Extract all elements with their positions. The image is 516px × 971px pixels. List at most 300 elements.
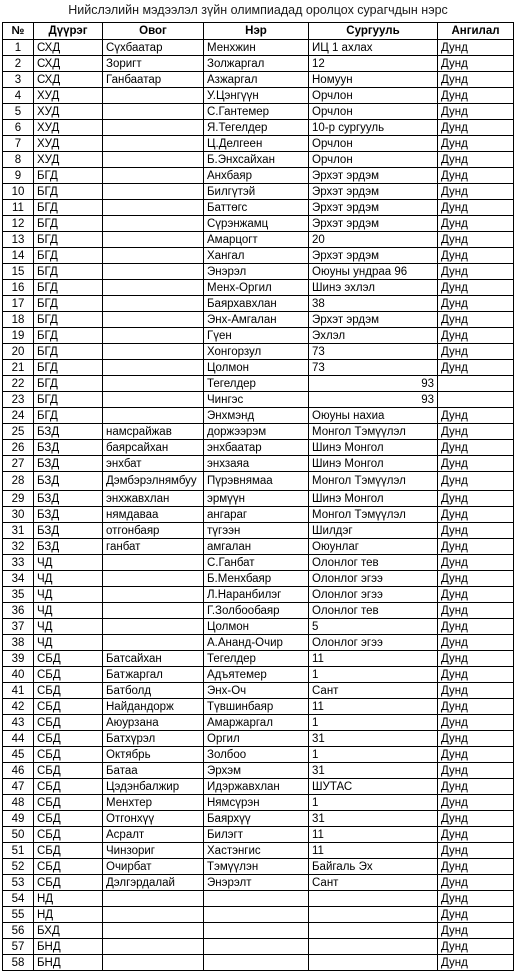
category-cell[interactable]: Дунд (438, 328, 514, 344)
surname-cell[interactable] (103, 635, 204, 651)
district-cell[interactable]: БГД (34, 408, 103, 424)
surname-cell[interactable] (103, 891, 204, 907)
district-cell[interactable]: ЧД (34, 635, 103, 651)
surname-cell[interactable] (103, 264, 204, 280)
category-cell[interactable]: Дунд (438, 843, 514, 859)
surname-cell[interactable] (103, 280, 204, 296)
row-number-cell[interactable]: 5 (3, 104, 34, 120)
district-cell[interactable]: ХУД (34, 120, 103, 136)
school-cell[interactable]: Эрхэт эрдэм (309, 312, 438, 328)
category-cell[interactable] (438, 376, 514, 392)
surname-cell[interactable] (103, 907, 204, 923)
school-cell[interactable]: 73 (309, 344, 438, 360)
category-cell[interactable]: Дунд (438, 168, 514, 184)
school-cell[interactable]: 5 (309, 619, 438, 635)
surname-cell[interactable]: Октябрь (103, 747, 204, 763)
surname-cell[interactable]: Найдандорж (103, 699, 204, 715)
row-number-cell[interactable]: 55 (3, 907, 34, 923)
name-cell[interactable]: энхбаатар (204, 440, 309, 456)
header-name[interactable]: Нэр (204, 23, 309, 40)
row-number-cell[interactable]: 2 (3, 56, 34, 72)
surname-cell[interactable]: Асралт (103, 827, 204, 843)
district-cell[interactable]: СБД (34, 875, 103, 891)
district-cell[interactable]: БЗД (34, 456, 103, 472)
school-cell[interactable]: 11 (309, 827, 438, 843)
row-number-cell[interactable]: 24 (3, 408, 34, 424)
row-number-cell[interactable]: 38 (3, 635, 34, 651)
district-cell[interactable]: БГД (34, 232, 103, 248)
name-cell[interactable] (204, 939, 309, 955)
name-cell[interactable]: эрмүүн (204, 491, 309, 507)
surname-cell[interactable] (103, 587, 204, 603)
district-cell[interactable]: БГД (34, 392, 103, 408)
surname-cell[interactable]: Батаа (103, 763, 204, 779)
row-number-cell[interactable]: 41 (3, 683, 34, 699)
row-number-cell[interactable]: 22 (3, 376, 34, 392)
name-cell[interactable]: Пүрэвнямаа (204, 472, 309, 491)
name-cell[interactable]: түгээн (204, 523, 309, 539)
row-number-cell[interactable]: 48 (3, 795, 34, 811)
name-cell[interactable]: Л.Наранбилэг (204, 587, 309, 603)
school-cell[interactable]: Монгол Тэмүүлэл (309, 424, 438, 440)
row-number-cell[interactable]: 17 (3, 296, 34, 312)
district-cell[interactable]: ЧД (34, 619, 103, 635)
row-number-cell[interactable]: 54 (3, 891, 34, 907)
name-cell[interactable]: Энх-Амгалан (204, 312, 309, 328)
school-cell[interactable]: Оюунлаг (309, 539, 438, 555)
district-cell[interactable]: БГД (34, 376, 103, 392)
category-cell[interactable]: Дунд (438, 523, 514, 539)
school-cell[interactable]: 1 (309, 715, 438, 731)
row-number-cell[interactable]: 13 (3, 232, 34, 248)
header-no[interactable]: № (3, 23, 34, 40)
district-cell[interactable]: БГД (34, 168, 103, 184)
district-cell[interactable]: БЗД (34, 507, 103, 523)
category-cell[interactable]: Дунд (438, 587, 514, 603)
category-cell[interactable]: Дунд (438, 731, 514, 747)
name-cell[interactable]: Билэгт (204, 827, 309, 843)
surname-cell[interactable] (103, 88, 204, 104)
surname-cell[interactable]: энхбат (103, 456, 204, 472)
district-cell[interactable]: СБД (34, 715, 103, 731)
row-number-cell[interactable]: 47 (3, 779, 34, 795)
row-number-cell[interactable]: 16 (3, 280, 34, 296)
surname-cell[interactable]: Дэлгэрдалай (103, 875, 204, 891)
district-cell[interactable]: БХД (34, 923, 103, 939)
row-number-cell[interactable]: 51 (3, 843, 34, 859)
name-cell[interactable]: Энэрэлт (204, 875, 309, 891)
category-cell[interactable]: Дунд (438, 827, 514, 843)
name-cell[interactable]: Г.Золбообаяр (204, 603, 309, 619)
district-cell[interactable]: СБД (34, 763, 103, 779)
surname-cell[interactable] (103, 923, 204, 939)
district-cell[interactable]: БГД (34, 360, 103, 376)
name-cell[interactable]: энхзаяа (204, 456, 309, 472)
name-cell[interactable]: Золбоо (204, 747, 309, 763)
school-cell[interactable]: Орчлон (309, 104, 438, 120)
surname-cell[interactable]: намсрайжав (103, 424, 204, 440)
category-cell[interactable]: Дунд (438, 747, 514, 763)
name-cell[interactable]: Амарцогт (204, 232, 309, 248)
school-cell[interactable]: 12 (309, 56, 438, 72)
category-cell[interactable]: Дунд (438, 571, 514, 587)
district-cell[interactable]: СБД (34, 859, 103, 875)
header-surname[interactable]: Овог (103, 23, 204, 40)
district-cell[interactable]: ХУД (34, 136, 103, 152)
row-number-cell[interactable]: 49 (3, 811, 34, 827)
school-cell[interactable]: 11 (309, 843, 438, 859)
category-cell[interactable]: Дунд (438, 635, 514, 651)
district-cell[interactable]: БГД (34, 264, 103, 280)
category-cell[interactable]: Дунд (438, 280, 514, 296)
category-cell[interactable]: Дунд (438, 344, 514, 360)
name-cell[interactable]: Б.Энхсайхан (204, 152, 309, 168)
category-cell[interactable]: Дунд (438, 907, 514, 923)
school-cell[interactable]: Номуун (309, 72, 438, 88)
category-cell[interactable]: Дунд (438, 152, 514, 168)
row-number-cell[interactable]: 58 (3, 955, 34, 971)
district-cell[interactable]: БГД (34, 216, 103, 232)
school-cell[interactable]: 93 (309, 392, 438, 408)
surname-cell[interactable]: Аюурзана (103, 715, 204, 731)
row-number-cell[interactable]: 50 (3, 827, 34, 843)
school-cell[interactable]: Эрхэт эрдэм (309, 184, 438, 200)
name-cell[interactable]: А.Ананд-Очир (204, 635, 309, 651)
surname-cell[interactable]: Батхүрэл (103, 731, 204, 747)
district-cell[interactable]: СХД (34, 56, 103, 72)
surname-cell[interactable]: Зоригт (103, 56, 204, 72)
name-cell[interactable] (204, 891, 309, 907)
surname-cell[interactable] (103, 360, 204, 376)
school-cell[interactable]: Олонлог эгээ (309, 571, 438, 587)
category-cell[interactable]: Дунд (438, 667, 514, 683)
name-cell[interactable]: Энэрэл (204, 264, 309, 280)
surname-cell[interactable]: Дэмбэрэлнямбуу (103, 472, 204, 491)
school-cell[interactable]: Орчлон (309, 152, 438, 168)
category-cell[interactable]: Дунд (438, 440, 514, 456)
surname-cell[interactable]: Менхтер (103, 795, 204, 811)
district-cell[interactable]: БЗД (34, 424, 103, 440)
school-cell[interactable]: Оюуны ундраа 96 (309, 264, 438, 280)
district-cell[interactable]: СБД (34, 683, 103, 699)
district-cell[interactable]: БЗД (34, 539, 103, 555)
surname-cell[interactable]: отгонбаяр (103, 523, 204, 539)
district-cell[interactable]: БНД (34, 939, 103, 955)
school-cell[interactable]: Орчлон (309, 136, 438, 152)
category-cell[interactable]: Дунд (438, 72, 514, 88)
row-number-cell[interactable]: 27 (3, 456, 34, 472)
district-cell[interactable]: НД (34, 891, 103, 907)
surname-cell[interactable]: Цэдэнбалжир (103, 779, 204, 795)
name-cell[interactable]: Энхмэнд (204, 408, 309, 424)
surname-cell[interactable]: Батболд (103, 683, 204, 699)
category-cell[interactable]: Дунд (438, 619, 514, 635)
name-cell[interactable]: Гүен (204, 328, 309, 344)
school-cell[interactable]: Олонлог тев (309, 603, 438, 619)
name-cell[interactable]: Баттөгс (204, 200, 309, 216)
surname-cell[interactable] (103, 104, 204, 120)
row-number-cell[interactable]: 35 (3, 587, 34, 603)
name-cell[interactable]: Эрхэм (204, 763, 309, 779)
category-cell[interactable]: Дунд (438, 795, 514, 811)
surname-cell[interactable]: Батжаргал (103, 667, 204, 683)
category-cell[interactable]: Дунд (438, 248, 514, 264)
surname-cell[interactable]: Чинзориг (103, 843, 204, 859)
category-cell[interactable]: Дунд (438, 360, 514, 376)
category-cell[interactable]: Дунд (438, 715, 514, 731)
school-cell[interactable]: ИЦ 1 ахлах (309, 40, 438, 56)
surname-cell[interactable] (103, 408, 204, 424)
row-number-cell[interactable]: 39 (3, 651, 34, 667)
name-cell[interactable]: Нямсүрэн (204, 795, 309, 811)
name-cell[interactable]: Адъятемер (204, 667, 309, 683)
name-cell[interactable]: ангараг (204, 507, 309, 523)
school-cell[interactable]: Шилдэг (309, 523, 438, 539)
district-cell[interactable]: БГД (34, 344, 103, 360)
category-cell[interactable]: Дунд (438, 136, 514, 152)
school-cell[interactable]: Эрхэт эрдэм (309, 216, 438, 232)
category-cell[interactable]: Дунд (438, 491, 514, 507)
row-number-cell[interactable]: 29 (3, 491, 34, 507)
name-cell[interactable]: Тэмүүлэн (204, 859, 309, 875)
school-cell[interactable] (309, 939, 438, 955)
category-cell[interactable]: Дунд (438, 891, 514, 907)
district-cell[interactable]: БГД (34, 328, 103, 344)
surname-cell[interactable] (103, 571, 204, 587)
row-number-cell[interactable]: 10 (3, 184, 34, 200)
row-number-cell[interactable]: 4 (3, 88, 34, 104)
header-district[interactable]: Дүүрэг (34, 23, 103, 40)
district-cell[interactable]: СБД (34, 699, 103, 715)
school-cell[interactable]: 31 (309, 763, 438, 779)
surname-cell[interactable]: Отгонхүү (103, 811, 204, 827)
school-cell[interactable]: Байгаль Эх (309, 859, 438, 875)
category-cell[interactable]: Дунд (438, 699, 514, 715)
name-cell[interactable]: амгалан (204, 539, 309, 555)
school-cell[interactable]: Монгол Тэмүүлэл (309, 507, 438, 523)
school-cell[interactable]: 31 (309, 811, 438, 827)
school-cell[interactable]: Сант (309, 875, 438, 891)
row-number-cell[interactable]: 36 (3, 603, 34, 619)
category-cell[interactable]: Дунд (438, 763, 514, 779)
name-cell[interactable]: Амаржаргал (204, 715, 309, 731)
surname-cell[interactable]: энхжавхлан (103, 491, 204, 507)
name-cell[interactable]: Баярхүү (204, 811, 309, 827)
district-cell[interactable]: СБД (34, 667, 103, 683)
school-cell[interactable] (309, 923, 438, 939)
row-number-cell[interactable]: 53 (3, 875, 34, 891)
row-number-cell[interactable]: 30 (3, 507, 34, 523)
category-cell[interactable]: Дунд (438, 811, 514, 827)
surname-cell[interactable] (103, 136, 204, 152)
school-cell[interactable]: Эхлэл (309, 328, 438, 344)
surname-cell[interactable]: Ганбаатар (103, 72, 204, 88)
category-cell[interactable]: Дунд (438, 923, 514, 939)
category-cell[interactable]: Дунд (438, 555, 514, 571)
row-number-cell[interactable]: 33 (3, 555, 34, 571)
school-cell[interactable]: 1 (309, 747, 438, 763)
district-cell[interactable]: ХУД (34, 152, 103, 168)
district-cell[interactable]: ХУД (34, 104, 103, 120)
category-cell[interactable]: Дунд (438, 408, 514, 424)
name-cell[interactable] (204, 955, 309, 971)
name-cell[interactable]: Б.Менхбаяр (204, 571, 309, 587)
surname-cell[interactable]: ганбат (103, 539, 204, 555)
district-cell[interactable]: ЧД (34, 587, 103, 603)
surname-cell[interactable] (103, 312, 204, 328)
district-cell[interactable]: СБД (34, 827, 103, 843)
surname-cell[interactable] (103, 376, 204, 392)
name-cell[interactable]: Цолмон (204, 619, 309, 635)
school-cell[interactable]: Монгол Тэмүүлэл (309, 472, 438, 491)
school-cell[interactable]: Сант (309, 683, 438, 699)
category-cell[interactable]: Дунд (438, 939, 514, 955)
category-cell[interactable]: Дунд (438, 56, 514, 72)
district-cell[interactable]: СХД (34, 72, 103, 88)
school-cell[interactable]: Эрхэт эрдэм (309, 200, 438, 216)
district-cell[interactable]: БЗД (34, 440, 103, 456)
category-cell[interactable]: Дунд (438, 507, 514, 523)
surname-cell[interactable] (103, 200, 204, 216)
row-number-cell[interactable]: 21 (3, 360, 34, 376)
school-cell[interactable]: Олонлог эгээ (309, 635, 438, 651)
category-cell[interactable]: Дунд (438, 683, 514, 699)
category-cell[interactable]: Дунд (438, 539, 514, 555)
district-cell[interactable]: БГД (34, 312, 103, 328)
district-cell[interactable]: БНД (34, 955, 103, 971)
row-number-cell[interactable]: 18 (3, 312, 34, 328)
row-number-cell[interactable]: 15 (3, 264, 34, 280)
district-cell[interactable]: ЧД (34, 603, 103, 619)
name-cell[interactable]: Менхжин (204, 40, 309, 56)
surname-cell[interactable] (103, 955, 204, 971)
category-cell[interactable]: Дунд (438, 232, 514, 248)
school-cell[interactable]: Шинэ Монгол (309, 440, 438, 456)
school-cell[interactable]: 11 (309, 699, 438, 715)
surname-cell[interactable]: баярсайхан (103, 440, 204, 456)
surname-cell[interactable] (103, 555, 204, 571)
row-number-cell[interactable]: 42 (3, 699, 34, 715)
surname-cell[interactable] (103, 184, 204, 200)
district-cell[interactable]: СХД (34, 40, 103, 56)
name-cell[interactable]: Тегелдер (204, 376, 309, 392)
row-number-cell[interactable]: 14 (3, 248, 34, 264)
district-cell[interactable]: БЗД (34, 472, 103, 491)
district-cell[interactable]: СБД (34, 843, 103, 859)
category-cell[interactable]: Дунд (438, 88, 514, 104)
surname-cell[interactable]: Батсайхан (103, 651, 204, 667)
name-cell[interactable]: Хонгорзул (204, 344, 309, 360)
row-number-cell[interactable]: 3 (3, 72, 34, 88)
name-cell[interactable]: Билгүтэй (204, 184, 309, 200)
name-cell[interactable]: С.Гантемер (204, 104, 309, 120)
surname-cell[interactable] (103, 168, 204, 184)
category-cell[interactable]: Дунд (438, 296, 514, 312)
school-cell[interactable]: 38 (309, 296, 438, 312)
surname-cell[interactable] (103, 216, 204, 232)
surname-cell[interactable] (103, 232, 204, 248)
category-cell[interactable]: Дунд (438, 104, 514, 120)
surname-cell[interactable] (103, 328, 204, 344)
surname-cell[interactable]: нямдаваа (103, 507, 204, 523)
school-cell[interactable]: 93 (309, 376, 438, 392)
school-cell[interactable]: 10-р сургууль (309, 120, 438, 136)
category-cell[interactable]: Дунд (438, 200, 514, 216)
row-number-cell[interactable]: 23 (3, 392, 34, 408)
name-cell[interactable]: Түвшинбаяр (204, 699, 309, 715)
school-cell[interactable]: Олонлог тев (309, 555, 438, 571)
school-cell[interactable]: 73 (309, 360, 438, 376)
name-cell[interactable] (204, 923, 309, 939)
district-cell[interactable]: БГД (34, 184, 103, 200)
category-cell[interactable]: Дунд (438, 603, 514, 619)
category-cell[interactable]: Дунд (438, 859, 514, 875)
school-cell[interactable]: ШУТАС (309, 779, 438, 795)
school-cell[interactable]: 1 (309, 795, 438, 811)
row-number-cell[interactable]: 1 (3, 40, 34, 56)
district-cell[interactable]: ЧД (34, 571, 103, 587)
name-cell[interactable]: Баярхавхлан (204, 296, 309, 312)
row-number-cell[interactable]: 40 (3, 667, 34, 683)
category-cell[interactable]: Дунд (438, 651, 514, 667)
district-cell[interactable]: ЧД (34, 555, 103, 571)
district-cell[interactable]: СБД (34, 747, 103, 763)
row-number-cell[interactable]: 44 (3, 731, 34, 747)
surname-cell[interactable] (103, 296, 204, 312)
district-cell[interactable]: БГД (34, 280, 103, 296)
name-cell[interactable]: Анхбаяр (204, 168, 309, 184)
district-cell[interactable]: БЗД (34, 523, 103, 539)
category-cell[interactable]: Дунд (438, 875, 514, 891)
row-number-cell[interactable]: 57 (3, 939, 34, 955)
school-cell[interactable]: 20 (309, 232, 438, 248)
district-cell[interactable]: СБД (34, 651, 103, 667)
school-cell[interactable] (309, 955, 438, 971)
surname-cell[interactable] (103, 603, 204, 619)
row-number-cell[interactable]: 45 (3, 747, 34, 763)
name-cell[interactable]: Цолмон (204, 360, 309, 376)
name-cell[interactable]: С.Ганбат (204, 555, 309, 571)
name-cell[interactable] (204, 907, 309, 923)
category-cell[interactable]: Дунд (438, 955, 514, 971)
surname-cell[interactable] (103, 392, 204, 408)
name-cell[interactable]: Идэржавхлан (204, 779, 309, 795)
row-number-cell[interactable]: 28 (3, 472, 34, 491)
category-cell[interactable]: Дунд (438, 264, 514, 280)
row-number-cell[interactable]: 31 (3, 523, 34, 539)
name-cell[interactable]: Тегелдер (204, 651, 309, 667)
school-cell[interactable]: Олонлог эгээ (309, 587, 438, 603)
surname-cell[interactable]: Очирбат (103, 859, 204, 875)
row-number-cell[interactable]: 43 (3, 715, 34, 731)
school-cell[interactable]: Шинэ Монгол (309, 456, 438, 472)
category-cell[interactable]: Дунд (438, 120, 514, 136)
row-number-cell[interactable]: 32 (3, 539, 34, 555)
row-number-cell[interactable]: 12 (3, 216, 34, 232)
surname-cell[interactable] (103, 120, 204, 136)
school-cell[interactable]: Шинэ Монгол (309, 491, 438, 507)
name-cell[interactable]: Оргил (204, 731, 309, 747)
surname-cell[interactable] (103, 248, 204, 264)
category-cell[interactable] (438, 392, 514, 408)
district-cell[interactable]: БГД (34, 200, 103, 216)
district-cell[interactable]: ХУД (34, 88, 103, 104)
district-cell[interactable]: СБД (34, 811, 103, 827)
category-cell[interactable]: Дунд (438, 424, 514, 440)
row-number-cell[interactable]: 9 (3, 168, 34, 184)
name-cell[interactable]: Золжаргал (204, 56, 309, 72)
row-number-cell[interactable]: 46 (3, 763, 34, 779)
